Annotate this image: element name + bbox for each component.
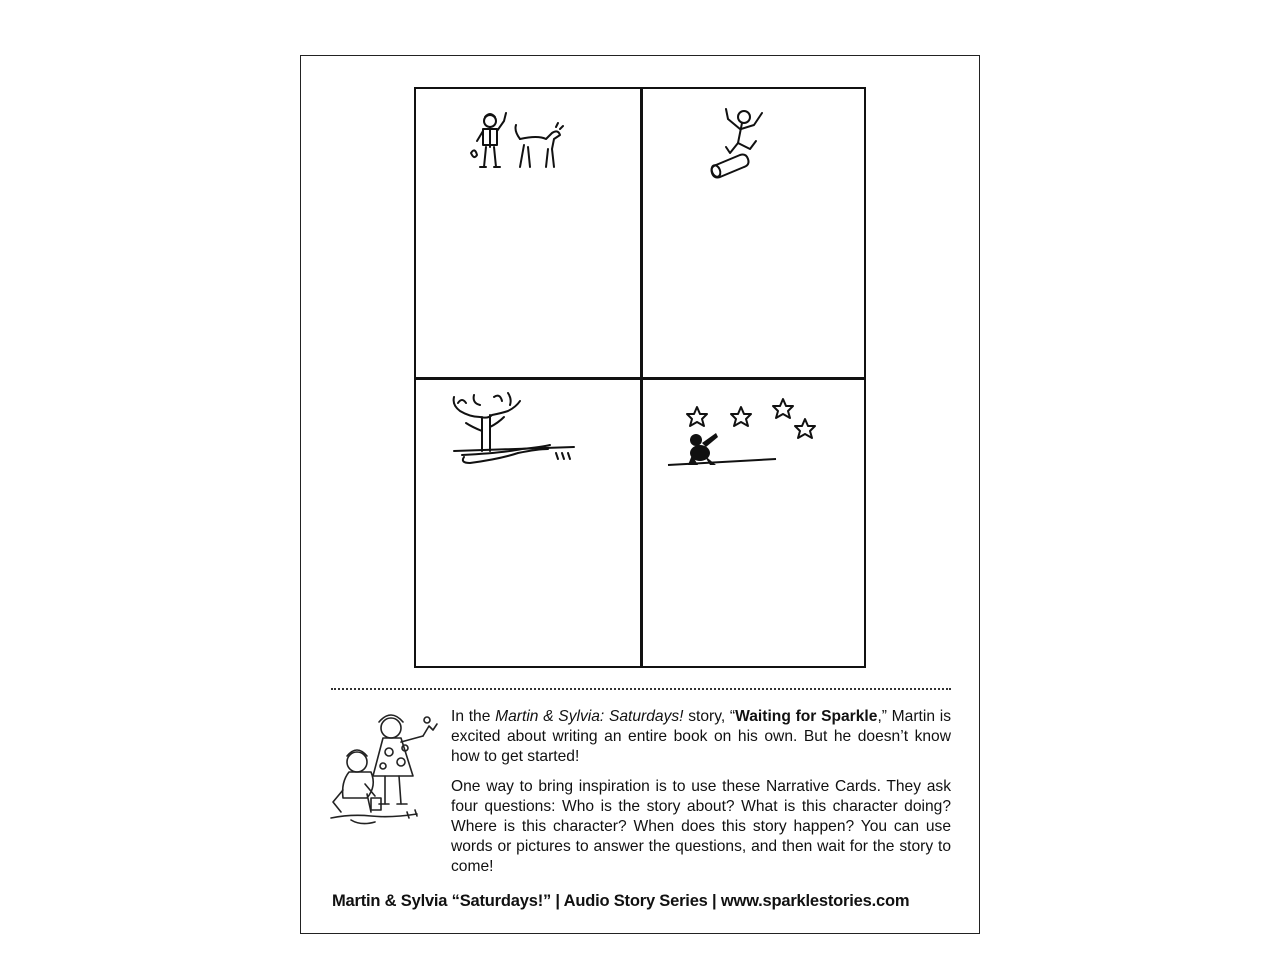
series-title: Martin & Sylvia: Saturdays! (495, 708, 684, 725)
intro-paragraph (451, 707, 951, 767)
narrative-cards-grid (414, 87, 866, 668)
story-title: Waiting for Sparkle (735, 708, 878, 725)
story-description (451, 707, 951, 887)
body-paragraph: One way to bring inspiration is to use these Narrative Cards. They ask four questions: Who is the story about? What is this character doing? Where is this character? When does this story happen? You can use words or pictures to answer the questions, and then wait for the story to come! (451, 778, 951, 875)
footer-credit: Martin & Sylvia “Saturdays!” | Audio Story Series | www.sparklestories.com (332, 892, 910, 910)
jumping-child-icon (706, 107, 776, 181)
martin-and-sylvia-illustration (327, 706, 445, 830)
intro-suffix: ,” Martin is excited about writing an entire book on his own. But he doesn’t know how to get started! (451, 708, 951, 765)
worksheet-page (300, 55, 980, 934)
intro-mid: story, “ (683, 708, 736, 725)
intro-prefix: In the (451, 708, 496, 725)
grid-divider-horizontal (414, 377, 866, 380)
dotted-separator (331, 688, 951, 690)
boy-and-dog-icon (468, 109, 568, 181)
tree-and-water-icon (448, 391, 578, 473)
stars-night-icon (666, 395, 826, 477)
